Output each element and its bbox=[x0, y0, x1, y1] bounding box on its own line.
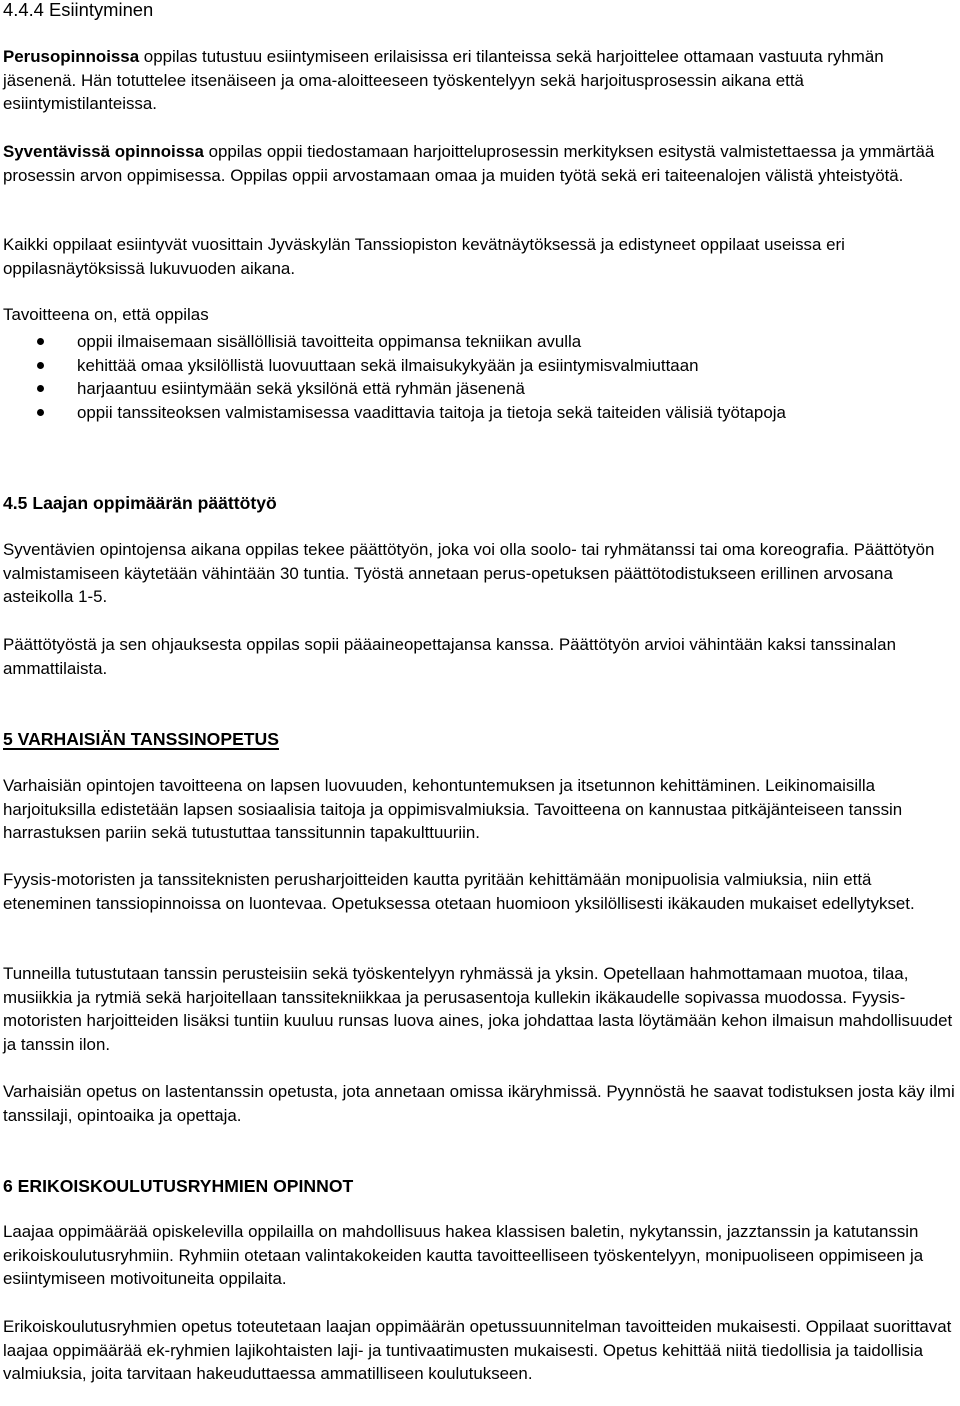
section-heading-paattotyo: 4.5 Laajan oppimäärän päättötyö bbox=[3, 493, 277, 513]
goals-intro: Tavoitteena on, että oppilas bbox=[3, 305, 209, 324]
paragraph-varhaisian-1: Varhaisiän opintojen tavoitteena on lapsen luovuuden, kehontuntemuksen ja itsetunnon kehittäminen. Leikinomaisilla harjoituksilla edistetään lapsen sosiaalisia taitoja ja oppimisvalmiuksia. Tavoitteena on kannustaa pitkäjänteiseen tanssin harrastuksen pariin sekä tutustuttaa tanssitunnin tapakulttuuriin. bbox=[3, 776, 903, 842]
paragraph-text: oppilas tutustuu esiintymiseen erilaisissa eri tilanteissa sekä harjoittelee ottamaan vastuuta ryhmän jäsenenä. Hän totuttelee itsenäiseen ja oma-aloitteeseen työskentelyyn sekä harjoitusprosessin aikana että esiintymistilanteissa. bbox=[3, 47, 884, 113]
goal-item bbox=[0, 377, 877, 401]
goal-text: kehittää omaa yksilöllistä luovuuttaan sekä ilmaisukykyään ja esiintymisvalmiuttaan bbox=[77, 355, 699, 375]
paragraph-lead-text: Syventävissä opinnoissa bbox=[3, 142, 204, 161]
paragraph-varhaisian-3: Tunneilla tutustutaan tanssin perusteisiin sekä työskentelyyn ryhmässä ja yksin. Opetellaan hahmottamaan muotoa, tilaa, musiikkia ja rytmiä sekä harjoitellaan tanssitekniikkaa ja perusasentoja kullekin ikäkaudelle sopivassa muodossa. Fyysis-motoristen harjoitteiden lisäksi tuntiin kuuluu runsas luova aines, joka johdattaa lasta löytämään kehon ilmaisun mahdollisuudet ja tanssin ilon. bbox=[3, 964, 953, 1054]
bullet-icon bbox=[37, 385, 44, 392]
bullet-icon bbox=[37, 338, 44, 345]
paragraph-erikoiskoulutus-1: Laajaa oppimäärää opiskelevilla oppilailla on mahdollisuus hakea klassisen baletin, nykytanssin, jazztanssin ja katutanssin erikoiskoulutusryhmiin. Ryhmiin otetaan valintakokeiden kautta tavoitteelliseen työskentelyyn, monipuoliseen oppimiseen ja esiintymiseen motivoituneita oppilaita. bbox=[3, 1222, 924, 1288]
paragraph-perusopinnoissa bbox=[3, 45, 955, 116]
section-heading-varhaisian: 5 VARHAISIÄN TANSSINOPETUS bbox=[3, 729, 279, 749]
goal-text: harjaantuu esiintymään sekä yksilönä että ryhmän jäsenenä bbox=[77, 379, 525, 398]
paragraph-text: oppilas oppii tiedostamaan harjoitteluprosessin merkityksen esitystä valmistettaessa ja ymmärtää prosessin arvon oppimisessa. Oppilas oppii arvostamaan omaa ja muiden työtä sekä eri taiteenalojen välistä yhteistyötä. bbox=[3, 142, 935, 185]
paragraph-erikoiskoulutus-2: Erikoiskoulutusryhmien opetus toteutetaan laajan oppimäärän opetussuunnitelman tavoitteiden mukaisesti. Oppilaat suorittavat laajaa oppimäärää ek-ryhmien lajikohtaisten laji- ja tuntivaatimusten mukaisesti. Opetus kehittää niitä tiedollisia ja taidollisia valmiuksia, joita tarvitaan hakeuduttaessa ammatilliseen koulutukseen. bbox=[3, 1317, 952, 1383]
paragraph-syventavissa bbox=[3, 140, 955, 187]
goal-text: oppii tanssiteoksen valmistamisessa vaadittavia taitoja ja tietoja sekä taiteiden välisiä työtapoja bbox=[77, 402, 786, 422]
goal-item bbox=[0, 401, 867, 425]
goals-list bbox=[0, 330, 960, 424]
bullet-icon bbox=[37, 409, 44, 416]
paragraph-paattotyo-1: Syventävien opintojensa aikana oppilas tekee päättötyön, joka voi olla soolo- tai ryhmätanssi tai oma koreografia. Päättötyön valmistamiseen käytetään vähintään 30 tuntia. Työstä annetaan perus-opetuksen päättötodistukseen erillinen arvosana asteikolla 1-5. bbox=[3, 540, 935, 606]
section-heading-erikoiskoulutus: 6 ERIKOISKOULUTUSRYHMIEN OPINNOT bbox=[3, 1176, 354, 1196]
paragraph-lead-text: Perusopinnoissa bbox=[3, 47, 140, 66]
paragraph-varhaisian-2: Fyysis-motoristen ja tanssiteknisten perusharjoitteiden kautta pyritään kehittämään monipuolisia valmiuksia, niin että eteneminen tanssiopinnoissa on luontevaa. Opetuksessa otetaan huomioon yksilöllisesti ikäkauden mukaiset edellytykset. bbox=[3, 870, 915, 913]
paragraph-paattotyo-2: Päättötyöstä ja sen ohjauksesta oppilas sopii pääaineopettajansa kanssa. Päättötyön arvioi vähintään kaksi tanssinalan ammattilaista. bbox=[3, 635, 896, 678]
section-heading-esiintyminen: 4.4.4 Esiintyminen bbox=[3, 0, 154, 20]
paragraph-kaikki-oppilaat: Kaikki oppilaat esiintyvät vuosittain Jyväskylän Tanssiopiston kevätnäytöksessä ja edistyneet oppilaat useissa eri oppilasnäytöksissä lukuvuoden aikana. bbox=[3, 235, 845, 278]
goal-item bbox=[0, 330, 877, 354]
bullet-icon bbox=[37, 362, 44, 369]
goal-text: oppii ilmaisemaan sisällöllisiä tavoitteita oppimansa tekniikan avulla bbox=[77, 332, 582, 351]
goal-item bbox=[0, 354, 877, 378]
paragraph-varhaisian-4: Varhaisiän opetus on lastentanssin opetusta, jota annetaan omissa ikäryhmissä. Pyynnöstä he saavat todistuksen josta käy ilmi tanssilaji, opintoaika ja opettaja. bbox=[3, 1082, 955, 1125]
